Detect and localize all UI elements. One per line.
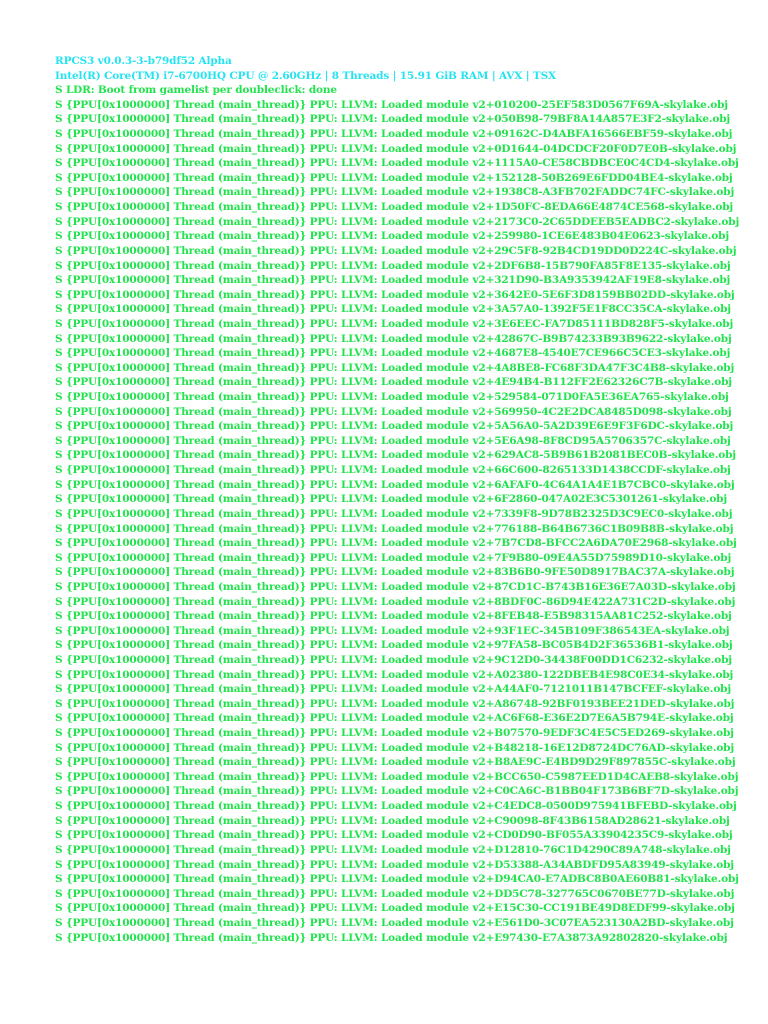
log-line-prefix: S {PPU[0x1000000] Thread (main_thread)} PPU: LLVM: Loaded module bbox=[55, 829, 473, 842]
log-line-module bbox=[55, 741, 760, 756]
log-line-module bbox=[55, 288, 760, 303]
log-line-prefix: S {PPU[0x1000000] Thread (main_thread)} PPU: LLVM: Loaded module bbox=[55, 697, 473, 710]
log-line-prefix: S {PPU[0x1000000] Thread (main_thread)} PPU: LLVM: Loaded module bbox=[55, 624, 473, 637]
log-line-module bbox=[55, 332, 760, 347]
module-name: v2+152128-50B269E6FDD04BE4-skylake.obj bbox=[472, 171, 733, 184]
log-line-prefix: S {PPU[0x1000000] Thread (main_thread)} PPU: LLVM: Loaded module bbox=[55, 712, 473, 725]
log-line-module bbox=[55, 609, 760, 624]
module-name: v2+A86748-92BF0193BEE21DED-skylake.obj bbox=[472, 697, 735, 710]
module-name: v2+A44AF0-7121011B147BCFEF-skylake.obj bbox=[472, 683, 732, 696]
log-line-module bbox=[55, 682, 760, 697]
module-name: v2+6AFAF0-4C64A1A4E1B7CBC0-skylake.obj bbox=[472, 478, 735, 491]
module-name: v2+D12810-76C1D4290C89A748-skylake.obj bbox=[472, 843, 731, 856]
log-line-prefix: S {PPU[0x1000000] Thread (main_thread)} PPU: LLVM: Loaded module bbox=[55, 361, 473, 374]
module-name: v2+B48218-16E12D8724DC76AD-skylake.obj bbox=[472, 741, 735, 754]
log-line-prefix: S {PPU[0x1000000] Thread (main_thread)} PPU: LLVM: Loaded module bbox=[55, 98, 473, 111]
log-line-module bbox=[55, 346, 760, 361]
log-line-module bbox=[55, 770, 760, 785]
log-line-prefix: S {PPU[0x1000000] Thread (main_thread)} PPU: LLVM: Loaded module bbox=[55, 201, 473, 214]
log-line-prefix: S {PPU[0x1000000] Thread (main_thread)} PPU: LLVM: Loaded module bbox=[55, 551, 473, 564]
log-line-prefix: S {PPU[0x1000000] Thread (main_thread)} PPU: LLVM: Loaded module bbox=[55, 610, 473, 623]
module-name: v2+2173C0-2C65DDEEB5EADBC2-skylake.obj bbox=[472, 215, 740, 228]
log-line-module bbox=[55, 127, 760, 142]
log-line-prefix: S {PPU[0x1000000] Thread (main_thread)} PPU: LLVM: Loaded module bbox=[55, 887, 473, 900]
log-line-prefix: S {PPU[0x1000000] Thread (main_thread)} PPU: LLVM: Loaded module bbox=[55, 478, 473, 491]
log-line-prefix: S {PPU[0x1000000] Thread (main_thread)} PPU: LLVM: Loaded module bbox=[55, 916, 473, 929]
system-info-line: Intel(R) Core(TM) i7-6700HQ CPU @ 2.60GHz | 8 Threads | 15.91 GiB RAM | AVX | TSX bbox=[55, 69, 557, 82]
log-line-module bbox=[55, 98, 760, 113]
module-name: v2+2DF6B8-15B790FA85F8E135-skylake.obj bbox=[472, 259, 731, 272]
module-name: v2+42867C-B9B74233B93B9622-skylake.obj bbox=[472, 332, 732, 345]
module-name: v2+7B7CD8-BFCC2A6DA70E2968-skylake.obj bbox=[472, 537, 737, 550]
log-line-module bbox=[55, 784, 760, 799]
log-line-prefix: S {PPU[0x1000000] Thread (main_thread)} PPU: LLVM: Loaded module bbox=[55, 464, 473, 477]
log-line-prefix: S {PPU[0x1000000] Thread (main_thread)} PPU: LLVM: Loaded module bbox=[55, 434, 473, 447]
log-line-module bbox=[55, 536, 760, 551]
log-line-prefix: S {PPU[0x1000000] Thread (main_thread)} PPU: LLVM: Loaded module bbox=[55, 391, 473, 404]
module-name: v2+AC6F68-E36E2D7E6A5B794E-skylake.obj bbox=[472, 712, 734, 725]
log-line-module bbox=[55, 142, 760, 157]
log-line-module bbox=[55, 653, 760, 668]
log-line-module bbox=[55, 185, 760, 200]
log-line-prefix: S {PPU[0x1000000] Thread (main_thread)} PPU: LLVM: Loaded module bbox=[55, 449, 473, 462]
log-line-module bbox=[55, 711, 760, 726]
module-name: v2+569950-4C2E2DCA8485D098-skylake.obj bbox=[472, 405, 732, 418]
module-name: v2+C4EDC8-0500D975941BFEBD-skylake.obj bbox=[472, 800, 737, 813]
log-line-prefix: S {PPU[0x1000000] Thread (main_thread)} PPU: LLVM: Loaded module bbox=[55, 142, 473, 155]
log-line-prefix: S {PPU[0x1000000] Thread (main_thread)} PPU: LLVM: Loaded module bbox=[55, 376, 473, 389]
module-name: v2+6F2860-047A02E3C5301261-skylake.obj bbox=[472, 493, 728, 506]
module-log-list bbox=[55, 98, 760, 945]
log-line-module bbox=[55, 361, 760, 376]
log-line-prefix: S {PPU[0x1000000] Thread (main_thread)} PPU: LLVM: Loaded module bbox=[55, 493, 473, 506]
log-line-module bbox=[55, 171, 760, 186]
log-line-module bbox=[55, 200, 760, 215]
log-line-module bbox=[55, 551, 760, 566]
log-line-module bbox=[55, 624, 760, 639]
log-line-module bbox=[55, 302, 760, 317]
log-line-prefix: S {PPU[0x1000000] Thread (main_thread)} PPU: LLVM: Loaded module bbox=[55, 741, 473, 754]
module-name: v2+66C600-8265133D1438CCDF-skylake.obj bbox=[472, 464, 731, 477]
module-name: v2+BCC650-C5987EED1D4CAEB8-skylake.obj bbox=[472, 770, 739, 783]
log-line-prefix: S {PPU[0x1000000] Thread (main_thread)} PPU: LLVM: Loaded module bbox=[55, 785, 473, 798]
log-line-prefix: S {PPU[0x1000000] Thread (main_thread)} PPU: LLVM: Loaded module bbox=[55, 347, 473, 360]
log-line-module bbox=[55, 755, 760, 770]
log-line-module bbox=[55, 697, 760, 712]
log-line-prefix: S {PPU[0x1000000] Thread (main_thread)} PPU: LLVM: Loaded module bbox=[55, 405, 473, 418]
module-name: v2+1938C8-A3FB702FADDC74FC-skylake.obj bbox=[472, 186, 735, 199]
log-line-prefix: S {PPU[0x1000000] Thread (main_thread)} PPU: LLVM: Loaded module bbox=[55, 595, 473, 608]
log-line-module bbox=[55, 507, 760, 522]
module-name: v2+CD0D90-BF055A33904235C9-skylake.obj bbox=[472, 829, 733, 842]
module-name: v2+93F1EC-345B109F386543EA-skylake.obj bbox=[472, 624, 730, 637]
log-line-prefix: S {PPU[0x1000000] Thread (main_thread)} PPU: LLVM: Loaded module bbox=[55, 800, 473, 813]
log-line-module bbox=[55, 375, 760, 390]
module-name: v2+776188-B64B6736C1B09B8B-skylake.obj bbox=[472, 522, 734, 535]
log-line-module bbox=[55, 448, 760, 463]
module-name: v2+5E6A98-8F8CD95A5706357C-skylake.obj bbox=[472, 434, 731, 447]
version-line: RPCS3 v0.0.3-3-b79df52 Alpha bbox=[55, 55, 232, 67]
log-line-module bbox=[55, 215, 760, 230]
log-line-prefix: S {PPU[0x1000000] Thread (main_thread)} PPU: LLVM: Loaded module bbox=[55, 668, 473, 681]
log-line-prefix: S {PPU[0x1000000] Thread (main_thread)} PPU: LLVM: Loaded module bbox=[55, 303, 473, 316]
log-line-prefix: S {PPU[0x1000000] Thread (main_thread)} PPU: LLVM: Loaded module bbox=[55, 902, 473, 915]
log-line-module bbox=[55, 522, 760, 537]
log-line-module bbox=[55, 858, 760, 873]
log-line-prefix: S {PPU[0x1000000] Thread (main_thread)} PPU: LLVM: Loaded module bbox=[55, 186, 473, 199]
ldr-boot-line: S LDR: Boot from gamelist per doubleclick: done bbox=[55, 84, 337, 97]
log-line-module bbox=[55, 259, 760, 274]
module-name: v2+1D50FC-8EDA66E4874CE568-skylake.obj bbox=[472, 201, 734, 214]
log-line-prefix: S {PPU[0x1000000] Thread (main_thread)} PPU: LLVM: Loaded module bbox=[55, 639, 473, 652]
log-line-module bbox=[55, 814, 760, 829]
module-name: v2+4687E8-4540E7CE966C5CE3-skylake.obj bbox=[472, 347, 731, 360]
module-name: v2+C90098-8F43B6158AD28621-skylake.obj bbox=[472, 814, 730, 827]
log-line-module bbox=[55, 492, 760, 507]
log-line-module bbox=[55, 580, 760, 595]
log-line-prefix: S {PPU[0x1000000] Thread (main_thread)} PPU: LLVM: Loaded module bbox=[55, 332, 473, 345]
log-line-prefix: S {PPU[0x1000000] Thread (main_thread)} PPU: LLVM: Loaded module bbox=[55, 770, 473, 783]
module-name: v2+4A8BE8-FC68F3DA47F3C4B8-skylake.obj bbox=[472, 361, 735, 374]
log-line-prefix: S {PPU[0x1000000] Thread (main_thread)} PPU: LLVM: Loaded module bbox=[55, 274, 473, 287]
module-name: v2+1115A0-CE58CBDBCE0C4CD4-skylake.obj bbox=[472, 157, 739, 170]
log-line-prefix: S {PPU[0x1000000] Thread (main_thread)} PPU: LLVM: Loaded module bbox=[55, 522, 473, 535]
module-name: v2+529584-071D0FA5E36EA765-skylake.obj bbox=[472, 391, 729, 404]
module-name: v2+E15C30-CC191BE49D8EDF99-skylake.obj bbox=[472, 902, 735, 915]
log-line-module bbox=[55, 843, 760, 858]
log-line-module bbox=[55, 463, 760, 478]
module-name: v2+E97430-E7A3873A92802820-skylake.obj bbox=[472, 931, 728, 944]
module-name: v2+0D1644-04DCDCF20F0D7E0B-skylake.obj bbox=[472, 142, 737, 155]
module-name: v2+3642E0-5E6F3D8159BB02DD-skylake.obj bbox=[472, 288, 735, 301]
log-line-module bbox=[55, 112, 760, 127]
log-line-prefix: S {PPU[0x1000000] Thread (main_thread)} PPU: LLVM: Loaded module bbox=[55, 230, 473, 243]
module-name: v2+D53388-A34ABDFD95A83949-skylake.obj bbox=[472, 858, 734, 871]
log-line-module bbox=[55, 872, 760, 887]
log-line-module bbox=[55, 726, 760, 741]
module-name: v2+B8AE9C-E4BD9D29F897855C-skylake.obj bbox=[472, 756, 736, 769]
log-line-prefix: S {PPU[0x1000000] Thread (main_thread)} PPU: LLVM: Loaded module bbox=[55, 288, 473, 301]
log-line-prefix: S {PPU[0x1000000] Thread (main_thread)} PPU: LLVM: Loaded module bbox=[55, 507, 473, 520]
module-name: v2+C0CA6C-B1BB04F173B6BF7D-skylake.obj bbox=[472, 785, 739, 798]
log-line-prefix: S {PPU[0x1000000] Thread (main_thread)} PPU: LLVM: Loaded module bbox=[55, 858, 473, 871]
log-line-module bbox=[55, 317, 760, 332]
log-line-prefix: S {PPU[0x1000000] Thread (main_thread)} PPU: LLVM: Loaded module bbox=[55, 215, 473, 228]
log-line-prefix: S {PPU[0x1000000] Thread (main_thread)} PPU: LLVM: Loaded module bbox=[55, 157, 473, 170]
log-line-module bbox=[55, 901, 760, 916]
log-line-prefix: S {PPU[0x1000000] Thread (main_thread)} PPU: LLVM: Loaded module bbox=[55, 317, 473, 330]
log-line-module bbox=[55, 390, 760, 405]
module-name: v2+7339F8-9D78B2325D3C9EC0-skylake.obj bbox=[472, 507, 733, 520]
module-name: v2+E561D0-3C07EA523130A2BD-skylake.obj bbox=[472, 916, 734, 929]
log-line-prefix: S {PPU[0x1000000] Thread (main_thread)} PPU: LLVM: Loaded module bbox=[55, 653, 473, 666]
log-line-prefix: S {PPU[0x1000000] Thread (main_thread)} PPU: LLVM: Loaded module bbox=[55, 537, 473, 550]
module-name: v2+09162C-D4ABFA16566EBF59-skylake.obj bbox=[472, 128, 733, 141]
module-name: v2+8BDF0C-86D94E422A731C2D-skylake.obj bbox=[472, 595, 736, 608]
module-name: v2+010200-25EF583D0567F69A-skylake.obj bbox=[472, 98, 728, 111]
module-name: v2+97FA58-BC05B4D2F36536B1-skylake.obj bbox=[472, 639, 733, 652]
module-name: v2+321D90-B3A9353942AF19E8-skylake.obj bbox=[472, 274, 731, 287]
module-name: v2+629AC8-5B9B61B2081BEC0B-skylake.obj bbox=[472, 449, 736, 462]
module-name: v2+9C12D0-34438F00DD1C6232-skylake.obj bbox=[472, 653, 732, 666]
log-line-module bbox=[55, 887, 760, 902]
log-line-prefix: S {PPU[0x1000000] Thread (main_thread)} PPU: LLVM: Loaded module bbox=[55, 113, 473, 126]
module-name: v2+8FEB48-E5B98315AA81C252-skylake.obj bbox=[472, 610, 732, 623]
log-line-module bbox=[55, 931, 760, 946]
log-line-prefix: S {PPU[0x1000000] Thread (main_thread)} PPU: LLVM: Loaded module bbox=[55, 171, 473, 184]
log-line-module bbox=[55, 828, 760, 843]
module-name: v2+7F9B80-09E4A55D75989D10-skylake.obj bbox=[472, 551, 732, 564]
module-name: v2+87CD1C-B743B16E36E7A03D-skylake.obj bbox=[472, 580, 736, 593]
log-line-module bbox=[55, 799, 760, 814]
log-line-prefix: S {PPU[0x1000000] Thread (main_thread)} PPU: LLVM: Loaded module bbox=[55, 931, 473, 944]
module-name: v2+A02380-122DBEB4E98C0E34-skylake.obj bbox=[472, 668, 734, 681]
log-line-prefix: S {PPU[0x1000000] Thread (main_thread)} PPU: LLVM: Loaded module bbox=[55, 727, 473, 740]
log-line-module bbox=[55, 595, 760, 610]
log-line-prefix: S {PPU[0x1000000] Thread (main_thread)} PPU: LLVM: Loaded module bbox=[55, 244, 473, 257]
log-line-prefix: S {PPU[0x1000000] Thread (main_thread)} PPU: LLVM: Loaded module bbox=[55, 259, 473, 272]
module-name: v2+B07570-9EDF3C4E5C5ED269-skylake.obj bbox=[472, 727, 734, 740]
log-line-module bbox=[55, 434, 760, 449]
log-line-module bbox=[55, 478, 760, 493]
log-line-module bbox=[55, 916, 760, 931]
module-name: v2+3A57A0-1392F5E1F8CC35CA-skylake.obj bbox=[472, 303, 731, 316]
log-line-module bbox=[55, 668, 760, 683]
log-line-prefix: S {PPU[0x1000000] Thread (main_thread)} PPU: LLVM: Loaded module bbox=[55, 420, 473, 433]
module-name: v2+5A56A0-5A2D39E6E9F3F6DC-skylake.obj bbox=[472, 420, 734, 433]
log-line-prefix: S {PPU[0x1000000] Thread (main_thread)} PPU: LLVM: Loaded module bbox=[55, 756, 473, 769]
module-name: v2+29C5F8-92B4CD19DD0D224C-skylake.obj bbox=[472, 244, 737, 257]
log-line-prefix: S {PPU[0x1000000] Thread (main_thread)} PPU: LLVM: Loaded module bbox=[55, 128, 473, 141]
module-name: v2+3E6EEC-FA7D85111BD828F5-skylake.obj bbox=[472, 317, 734, 330]
log-line-module bbox=[55, 273, 760, 288]
log-line-prefix: S {PPU[0x1000000] Thread (main_thread)} PPU: LLVM: Loaded module bbox=[55, 873, 473, 886]
log-line-module bbox=[55, 244, 760, 259]
log-line-prefix: S {PPU[0x1000000] Thread (main_thread)} PPU: LLVM: Loaded module bbox=[55, 580, 473, 593]
log-line-module bbox=[55, 638, 760, 653]
log-line-prefix: S {PPU[0x1000000] Thread (main_thread)} PPU: LLVM: Loaded module bbox=[55, 566, 473, 579]
log-line-module bbox=[55, 156, 760, 171]
module-name: v2+050B98-79BF8A14A857E3F2-skylake.obj bbox=[472, 113, 731, 126]
log-line-prefix: S {PPU[0x1000000] Thread (main_thread)} PPU: LLVM: Loaded module bbox=[55, 814, 473, 827]
module-name: v2+4E94B4-B112FF2E62326C7B-skylake.obj bbox=[472, 376, 732, 389]
log-line-module bbox=[55, 229, 760, 244]
log-console bbox=[55, 54, 760, 945]
log-line-module bbox=[55, 565, 760, 580]
log-line-prefix: S {PPU[0x1000000] Thread (main_thread)} PPU: LLVM: Loaded module bbox=[55, 683, 473, 696]
module-name: v2+259980-1CE6E483B04E0623-skylake.obj bbox=[472, 230, 729, 243]
log-line-module bbox=[55, 419, 760, 434]
log-line-prefix: S {PPU[0x1000000] Thread (main_thread)} PPU: LLVM: Loaded module bbox=[55, 843, 473, 856]
module-name: v2+D94CA0-E7ADBC8B0AE60B81-skylake.obj bbox=[472, 873, 739, 886]
module-name: v2+83B6B0-9FE50D8917BAC37A-skylake.obj bbox=[472, 566, 735, 579]
log-line-module bbox=[55, 405, 760, 420]
module-name: v2+DD5C78-327765C0670BE77D-skylake.obj bbox=[472, 887, 735, 900]
